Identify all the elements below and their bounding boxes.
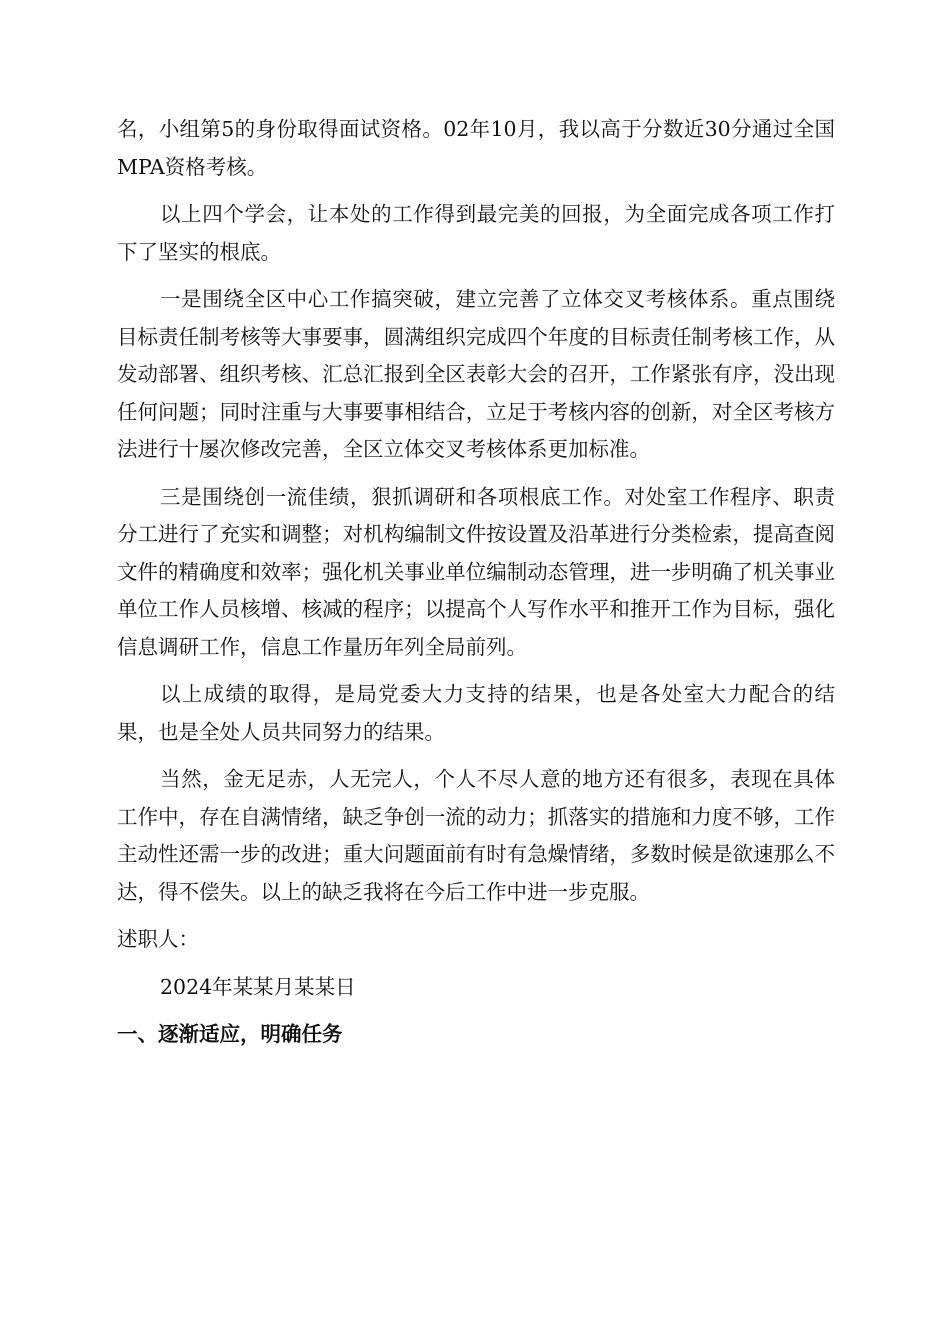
paragraph-acknowledgement: 以上成绩的取得，是局党委大力支持的结果，也是各处室大力配合的结果，也是全处人员共同努力的结果。 [117,682,835,744]
paragraph-point-one: 一是围绕全区中心工作搞突破，建立完善了立体交叉考核体系。重点围绕目标责任制考核等大事要事，圆满组织完成四个年度的目标责任制考核工作，从发动部署、组织考核、汇总汇报到全区表彰大会的召开，工作紧张有序，没出现任何问题；同时注重与大事要事相结合，立足于考核内容的创新，对全区考核方法进行十屡次修改完善，全区立体交叉考核体系更加标准。 [117,287,835,461]
paragraph-summary: 以上四个学会，让本处的工作得到最完美的回报，为全面完成各项工作打下了坚实的根底。 [117,202,835,264]
paragraph-point-three: 三是围绕创一流佳绩，狠抓调研和各项根底工作。对处室工作程序、职责分工进行了充实和调整；对机构编制文件按设置及沿革进行分类检索，提高查阅文件的精确度和效率；强化机关事业单位编制动态管理，进一步明确了机关事业单位工作人员核增、核减的程序；以提高个人写作水平和推开工作为目标，强化信息调研工作，信息工作量历年列全局前列。 [117,484,835,659]
section-heading: 一、逐渐适应，明确任务 [117,1022,343,1046]
document-page [117,111,835,1054]
signature-label: 述职人： [117,927,199,951]
paragraph-continuation: 名，小组第5的身份取得面试资格。02年10月，我以高于分数近30分通过全国MPA资格考核。 [117,117,835,179]
paragraph-shortcomings: 当然，金无足赤，人无完人，个人不尽人意的地方还有很多，表现在具体工作中，存在自满情绪，缺乏争创一流的动力；抓落实的措施和力度不够，工作主动性还需一步的改进；重大问题面前有时有急燥情绪，多数时候是欲速那么不达，得不偿失。以上的缺乏我将在今后工作中进一步克服。 [117,767,835,904]
date-line: 2024年某某月某某日 [160,974,356,999]
